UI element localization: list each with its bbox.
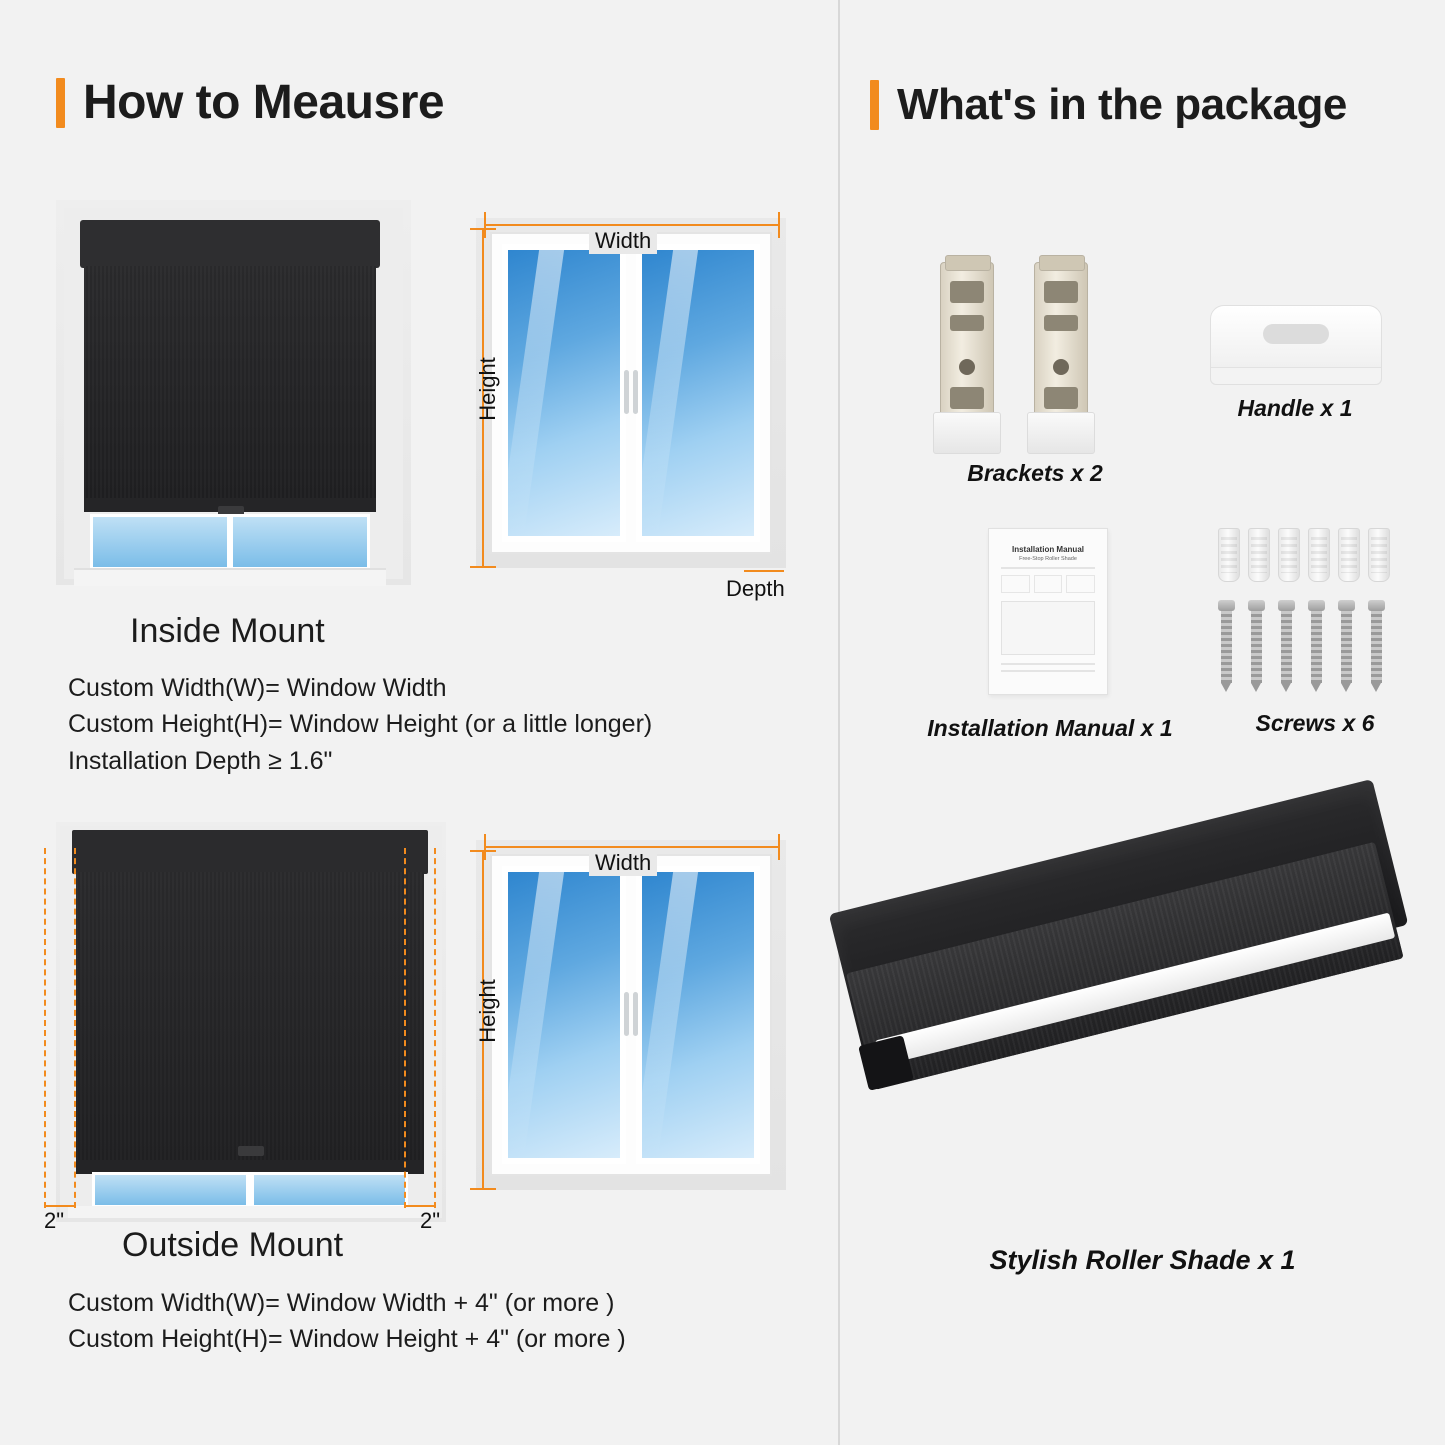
shade-headrail bbox=[80, 220, 380, 268]
glass-pane-left bbox=[502, 866, 626, 1164]
window-sill bbox=[74, 568, 386, 586]
manual-rule bbox=[1001, 567, 1095, 569]
window-sill bbox=[68, 1206, 434, 1218]
bracket-hole bbox=[959, 359, 975, 375]
bracket-hole bbox=[1053, 359, 1069, 375]
height-label: Height bbox=[475, 357, 500, 421]
outside-mount-title: Outside Mount bbox=[122, 1226, 344, 1264]
screw bbox=[1278, 600, 1295, 692]
screw bbox=[1308, 600, 1325, 692]
outside-mount-window-diagram bbox=[456, 820, 806, 1220]
bracket-tab bbox=[945, 255, 991, 271]
wall-anchor bbox=[1248, 528, 1270, 582]
window-below-shade bbox=[90, 514, 370, 570]
wall-anchor bbox=[1338, 528, 1360, 582]
left-heading-text: How to Meausre bbox=[83, 76, 445, 129]
window-below-shade bbox=[92, 1172, 408, 1208]
width-tick-right bbox=[778, 834, 780, 860]
window-edge-guide-left bbox=[74, 848, 78, 1208]
overhang-guide-left bbox=[44, 848, 48, 1208]
inside-mount-shade-photo bbox=[56, 200, 411, 585]
bracket-slot bbox=[950, 315, 984, 331]
hero-label: Stylish Roller Shade x 1 bbox=[989, 1245, 1296, 1275]
glass-pane-right bbox=[636, 866, 760, 1164]
wall-anchor bbox=[1278, 528, 1300, 582]
wall-anchor bbox=[1218, 528, 1240, 582]
glass-pane-left bbox=[502, 244, 626, 542]
screws-label: Screws x 6 bbox=[1255, 710, 1375, 736]
inside-mount-window-diagram bbox=[456, 198, 806, 601]
right-panel bbox=[840, 0, 1445, 1445]
height-tick-bottom bbox=[470, 566, 496, 568]
shade-fabric bbox=[76, 872, 424, 1162]
bracket-slot bbox=[1044, 315, 1078, 331]
manual-label: Installation Manual x 1 bbox=[927, 715, 1173, 741]
wall-anchor bbox=[1368, 528, 1390, 582]
height-label: Height bbox=[475, 979, 500, 1043]
inside-line-1: Custom Width(W)= Window Width bbox=[68, 674, 447, 702]
height-tick-top bbox=[470, 228, 496, 230]
accent-bar-left bbox=[56, 78, 65, 128]
bracket-slot bbox=[1044, 281, 1078, 303]
handle-label: Handle x 1 bbox=[1237, 395, 1353, 421]
handle-lip bbox=[1211, 367, 1381, 384]
shade-fabric bbox=[84, 266, 376, 500]
outside-line-2: Custom Height(H)= Window Height + 4" (or more ) bbox=[68, 1325, 626, 1354]
screw bbox=[1338, 600, 1355, 692]
inside-line-2: Custom Height(H)= Window Height (or a little longer) bbox=[68, 710, 653, 739]
manual-title: Installation Manual bbox=[1011, 545, 1084, 554]
overhang-label-right: 2" bbox=[420, 1208, 441, 1233]
width-dimension-line bbox=[484, 846, 780, 848]
brackets-label: Brackets x 2 bbox=[967, 460, 1103, 486]
left-panel-heading bbox=[56, 78, 444, 128]
manual-rule bbox=[1001, 670, 1095, 672]
glass-pane bbox=[254, 1175, 405, 1205]
glass-pane bbox=[95, 1175, 246, 1205]
glass-pane bbox=[233, 517, 367, 567]
window-handle-icon bbox=[624, 370, 640, 414]
screw bbox=[1248, 600, 1265, 692]
handle-part bbox=[1210, 305, 1382, 385]
bracket-slot bbox=[950, 387, 984, 409]
manual-subtitle: Free-Stop Roller Shade bbox=[1019, 556, 1077, 562]
inside-mount-title: Inside Mount bbox=[130, 612, 325, 650]
manual-rule bbox=[1001, 663, 1095, 665]
outside-line-1: Custom Width(W)= Window Width + 4" (or more ) bbox=[68, 1289, 615, 1317]
window-handle-icon bbox=[624, 992, 640, 1036]
right-heading-text: What's in the package bbox=[897, 80, 1347, 129]
accent-bar-right bbox=[870, 80, 879, 130]
width-tick-left bbox=[484, 212, 486, 238]
inside-line-3: Installation Depth ≥ 1.6" bbox=[68, 746, 333, 775]
overhang-label-left: 2" bbox=[44, 1208, 65, 1233]
bracket-right-base bbox=[1027, 412, 1095, 454]
overhang-line-left bbox=[46, 1205, 76, 1207]
wall-anchor bbox=[1308, 528, 1330, 582]
shade-headrail bbox=[72, 830, 428, 874]
bracket-slot bbox=[950, 281, 984, 303]
shade-pull-handle bbox=[238, 1146, 264, 1156]
overhang-guide-right bbox=[434, 848, 438, 1208]
bracket-left-base bbox=[933, 412, 1001, 454]
width-tick-right bbox=[778, 212, 780, 238]
right-panel-heading bbox=[870, 80, 1347, 130]
handle-grip bbox=[1263, 324, 1329, 344]
width-dimension-line bbox=[484, 224, 780, 226]
bracket-right bbox=[1034, 262, 1088, 429]
width-label: Width bbox=[589, 228, 657, 254]
manual-illustration bbox=[1001, 601, 1095, 655]
glass-pane-right bbox=[636, 244, 760, 542]
glass-pane bbox=[93, 517, 227, 567]
manual-thumb-row bbox=[1001, 575, 1095, 593]
width-tick-left bbox=[484, 834, 486, 860]
bracket-slot bbox=[1044, 387, 1078, 409]
bracket-tab bbox=[1039, 255, 1085, 271]
installation-manual bbox=[988, 528, 1108, 695]
roller-shade-hero-image bbox=[845, 850, 1445, 1230]
overhang-line-right bbox=[404, 1205, 434, 1207]
width-label: Width bbox=[589, 850, 657, 876]
bracket-left bbox=[940, 262, 994, 429]
inside-mount-instructions bbox=[68, 670, 652, 779]
outside-mount-shade-photo bbox=[56, 822, 446, 1222]
screw bbox=[1218, 600, 1235, 692]
screw bbox=[1368, 600, 1385, 692]
outside-mount-instructions bbox=[68, 1285, 626, 1358]
window-edge-guide-right bbox=[404, 848, 408, 1208]
height-tick-bottom bbox=[470, 1188, 496, 1190]
depth-dimension-line bbox=[744, 570, 784, 572]
depth-label: Depth bbox=[726, 576, 785, 601]
height-tick-top bbox=[470, 850, 496, 852]
